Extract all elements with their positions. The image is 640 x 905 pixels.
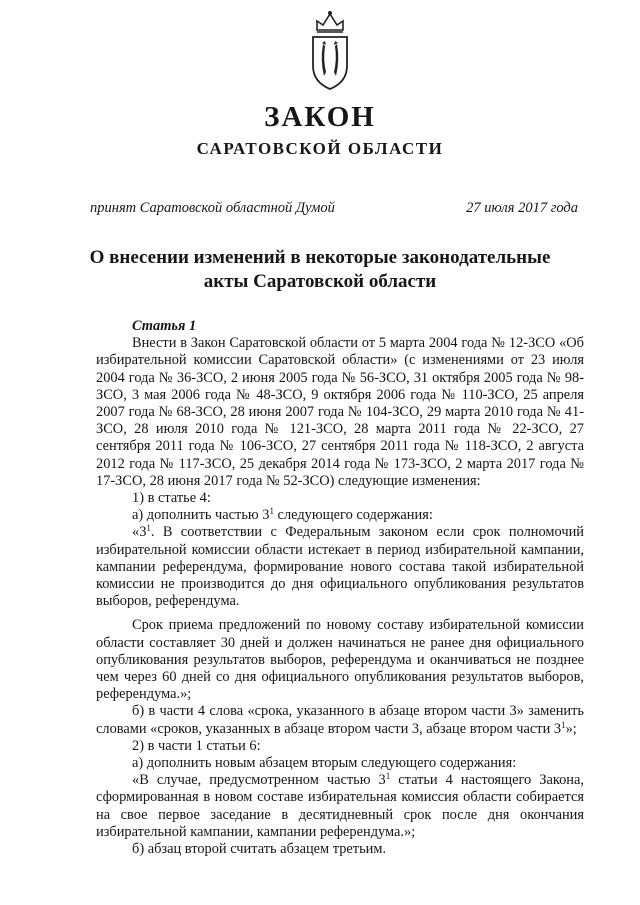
law-heading-line-1: О внесении изменений в некоторые законодательные — [89, 247, 551, 268]
adoption-date: 27 июля 2017 года — [466, 200, 578, 216]
item-2b: б) абзац второй считать абзацем третьим. — [132, 841, 387, 858]
saratov-coat-of-arms-icon — [308, 8, 352, 92]
quote-3: «В случае, предусмотренном частью $3^1$ статьи 4 настоящего Закона, сформированная в новом составе избирательная комиссия области собирается на свое первое заседание в десятидневный срок после дня окончания избирательной кампании, кампании референдума.»; — [96, 771, 584, 840]
document-title: ЗАКОН — [264, 101, 376, 133]
adopted-by: принят Саратовской областной Думой — [90, 200, 335, 216]
article-intro — [96, 335, 584, 490]
item-1b: б) в части 4 слова «срока, указанного в абзаце втором части 3» заменить словами «сроков, указанных в абзаце втором части 3, абзаце втором части $3^1$»; — [96, 703, 584, 737]
item-2: 2) в части 1 статьи 6: — [132, 737, 261, 754]
item-1: 1) в статье 4: — [132, 490, 211, 507]
item-1a: а) дополнить частью $3^1$ следующего содержания: — [132, 506, 433, 524]
quote-2: Срок приема предложений по новому составу избирательной комиссии области составляет 30 дней и должен начинаться не ранее дня официального опубликования результатов выборов, референдума и оканчиваться не позднее чем через 60 дней со дня официального опубликования результатов выборов, референдума.»; — [96, 617, 584, 703]
document-subtitle: САРАТОВСКОЙ ОБЛАСТИ — [196, 139, 444, 158]
article-title: Статья 1 — [132, 318, 197, 334]
article-intro-text: Внести в Закон Саратовской области от 5 марта 2004 года № 12-ЗСО «Об избирательной комиссии Саратовской области» (с изменениями от 23 июля 2004 года № 36-ЗСО, 2 июня 2005 года № 56-ЗСО, 31 октября 2005 года № 98-ЗСО, 3 мая 2006 года № 48-ЗСО, 9 октября 2006 года № 110-ЗСО, 25 апреля 2007 года № 68-ЗСО, 28 июня 2007 года № 104-ЗСО, 29 марта 2010 года № 41-ЗСО, 28 июля 2010 года № 121-ЗСО, 28 марта 2011 года № 22-ЗСО, 27 сентября 2011 года № 106-ЗСО, 27 сентября 2011 года № 118-ЗСО, 2 августа 2012 года № 117-ЗСО, 25 декабря 2014 года № 173-ЗСО, 2 марта 2017 года № 17-ЗСО, 28 июня 2017 года № 52-ЗСО) следующие изменения: — [96, 335, 584, 489]
article-body — [96, 318, 584, 858]
law-heading-line-2: акты Саратовской области — [203, 271, 437, 292]
item-2a: а) дополнить новым абзацем вторым следующего содержания: — [132, 755, 517, 772]
law-heading — [0, 246, 640, 294]
quote-1: «$3^1$. В соответствии с Федеральным законом если срок полномочий избирательной комиссии области истекает в период избирательной кампании, кампании референдума, формирование нового состава такой избирательной комиссии не производится до дня официального опубликования результатов выборов, референдума. — [96, 523, 584, 610]
